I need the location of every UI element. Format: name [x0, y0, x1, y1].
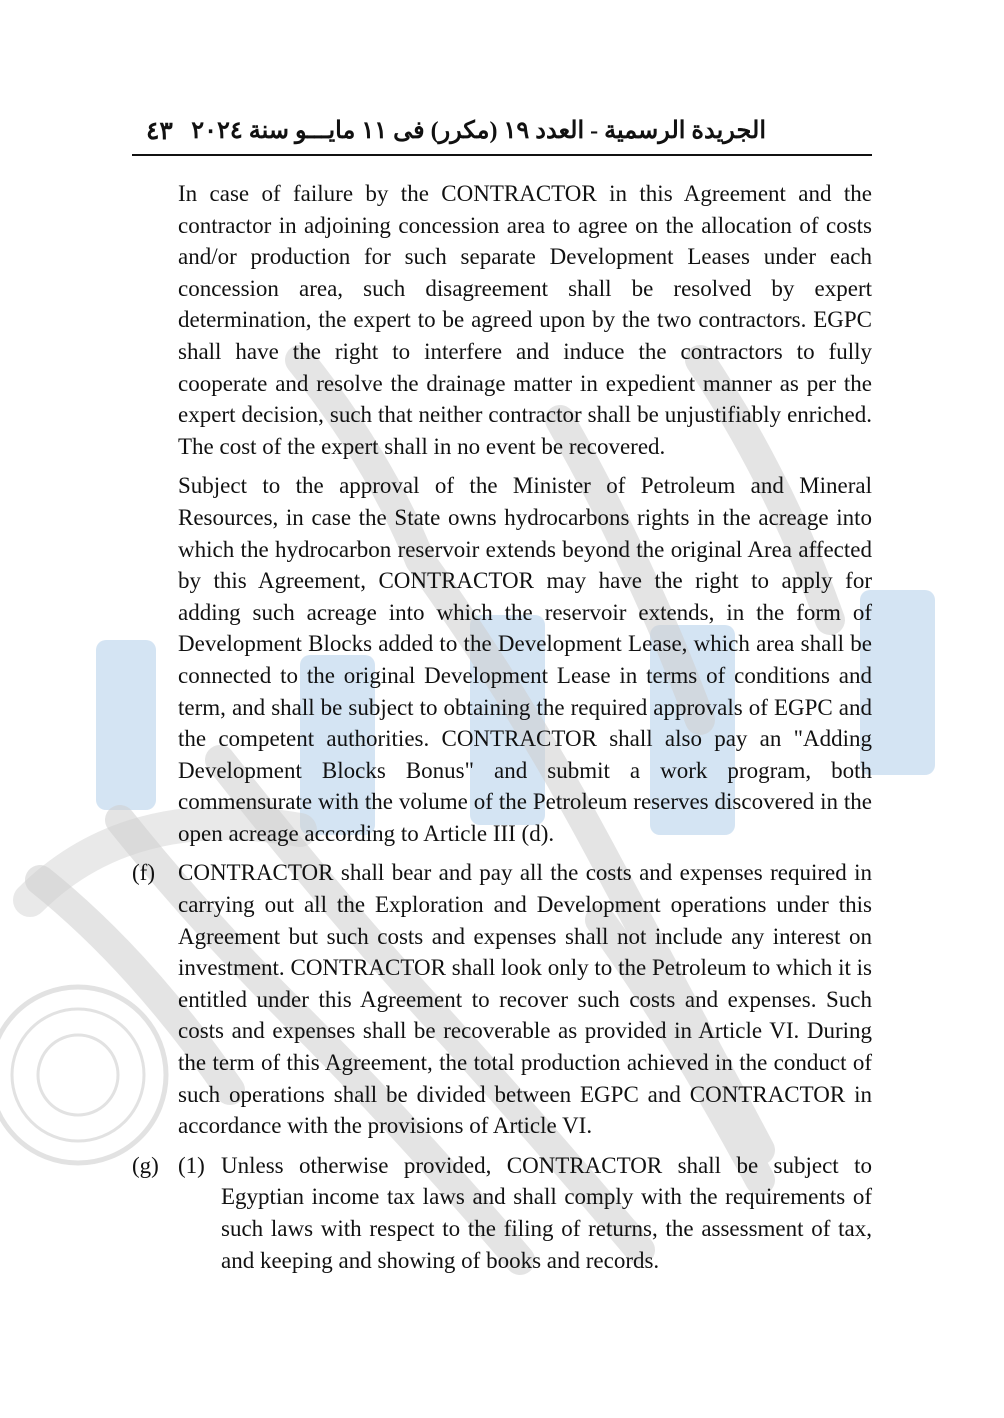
- clause-g: [132, 1150, 872, 1276]
- paragraph-development-blocks: Subject to the approval of the Minister of Petroleum and Mineral Resources, in case the State owns hydrocarbons rights in the acreage into which the hydrocarbon reservoir extends beyond the original Area affected by this Agreement, CONTRACTOR may have the right to apply for adding such acreage into which the reservoir extends, in the form of Development Blocks added to the Development Lease, which area shall be connected to the original Development Lease in terms of conditions and term, and shall be subject to obtaining the required approvals of EGPC and the competent authorities. CONTRACTOR shall also pay an "Adding Development Blocks Bonus" and submit a work program, both commensurate with the volume of the Petroleum reserves discovered in the open acreage according to Article III (d).: [178, 473, 872, 846]
- gazette-title: الجريدة الرسمية - العدد ١٩ (مكرر) فى ١١ مايـــو سنة ٢٠٢٤: [191, 118, 766, 144]
- document-body: [132, 178, 872, 1276]
- page-number: ٤٣: [146, 118, 173, 145]
- clause-g-marker: (g): [132, 1152, 159, 1178]
- clause-f-text: CONTRACTOR shall bear and pay all the costs and expenses required in carrying out all the Exploration and Development operations under this Agreement but such costs and expenses shall not include any interest on investment. CONTRACTOR shall look only to the Petroleum to which it is entitled under this Agreement to recover such costs and expenses. Such costs and expenses shall be recoverable as provided in Article VI. During the term of this Agreement, the total production achieved in the conduct of such operations shall be divided between EGPC and CONTRACTOR in accordance with the provisions of Article VI.: [178, 860, 872, 1139]
- page-header: [132, 108, 872, 156]
- clause-f-marker: (f): [132, 860, 155, 886]
- paragraph-drainage-dispute: In case of failure by the CONTRACTOR in this Agreement and the contractor in adjoining concession area to agree on the allocation of costs and/or production for such separate Development Leases under each concession area, such disagreement shall be resolved by expert determination, the expert to be agreed upon by the two contractors. EGPC shall have the right to interfere and induce the contractors to fully cooperate and resolve the drainage matter in expedient manner as per the expert decision, such that neither contractor shall be unjustifiably enriched. The cost of the expert shall in no event be recovered.: [178, 181, 872, 459]
- clause-f: [132, 857, 872, 1141]
- clause-g-text: Unless otherwise provided, CONTRACTOR shall be subject to Egyptian income tax laws and shall comply with the requirements of such laws with respect to the filing of returns, the assessment of tax, and keeping and showing of books and records.: [221, 1152, 872, 1273]
- clause-g-sub-marker: (1): [178, 1152, 205, 1178]
